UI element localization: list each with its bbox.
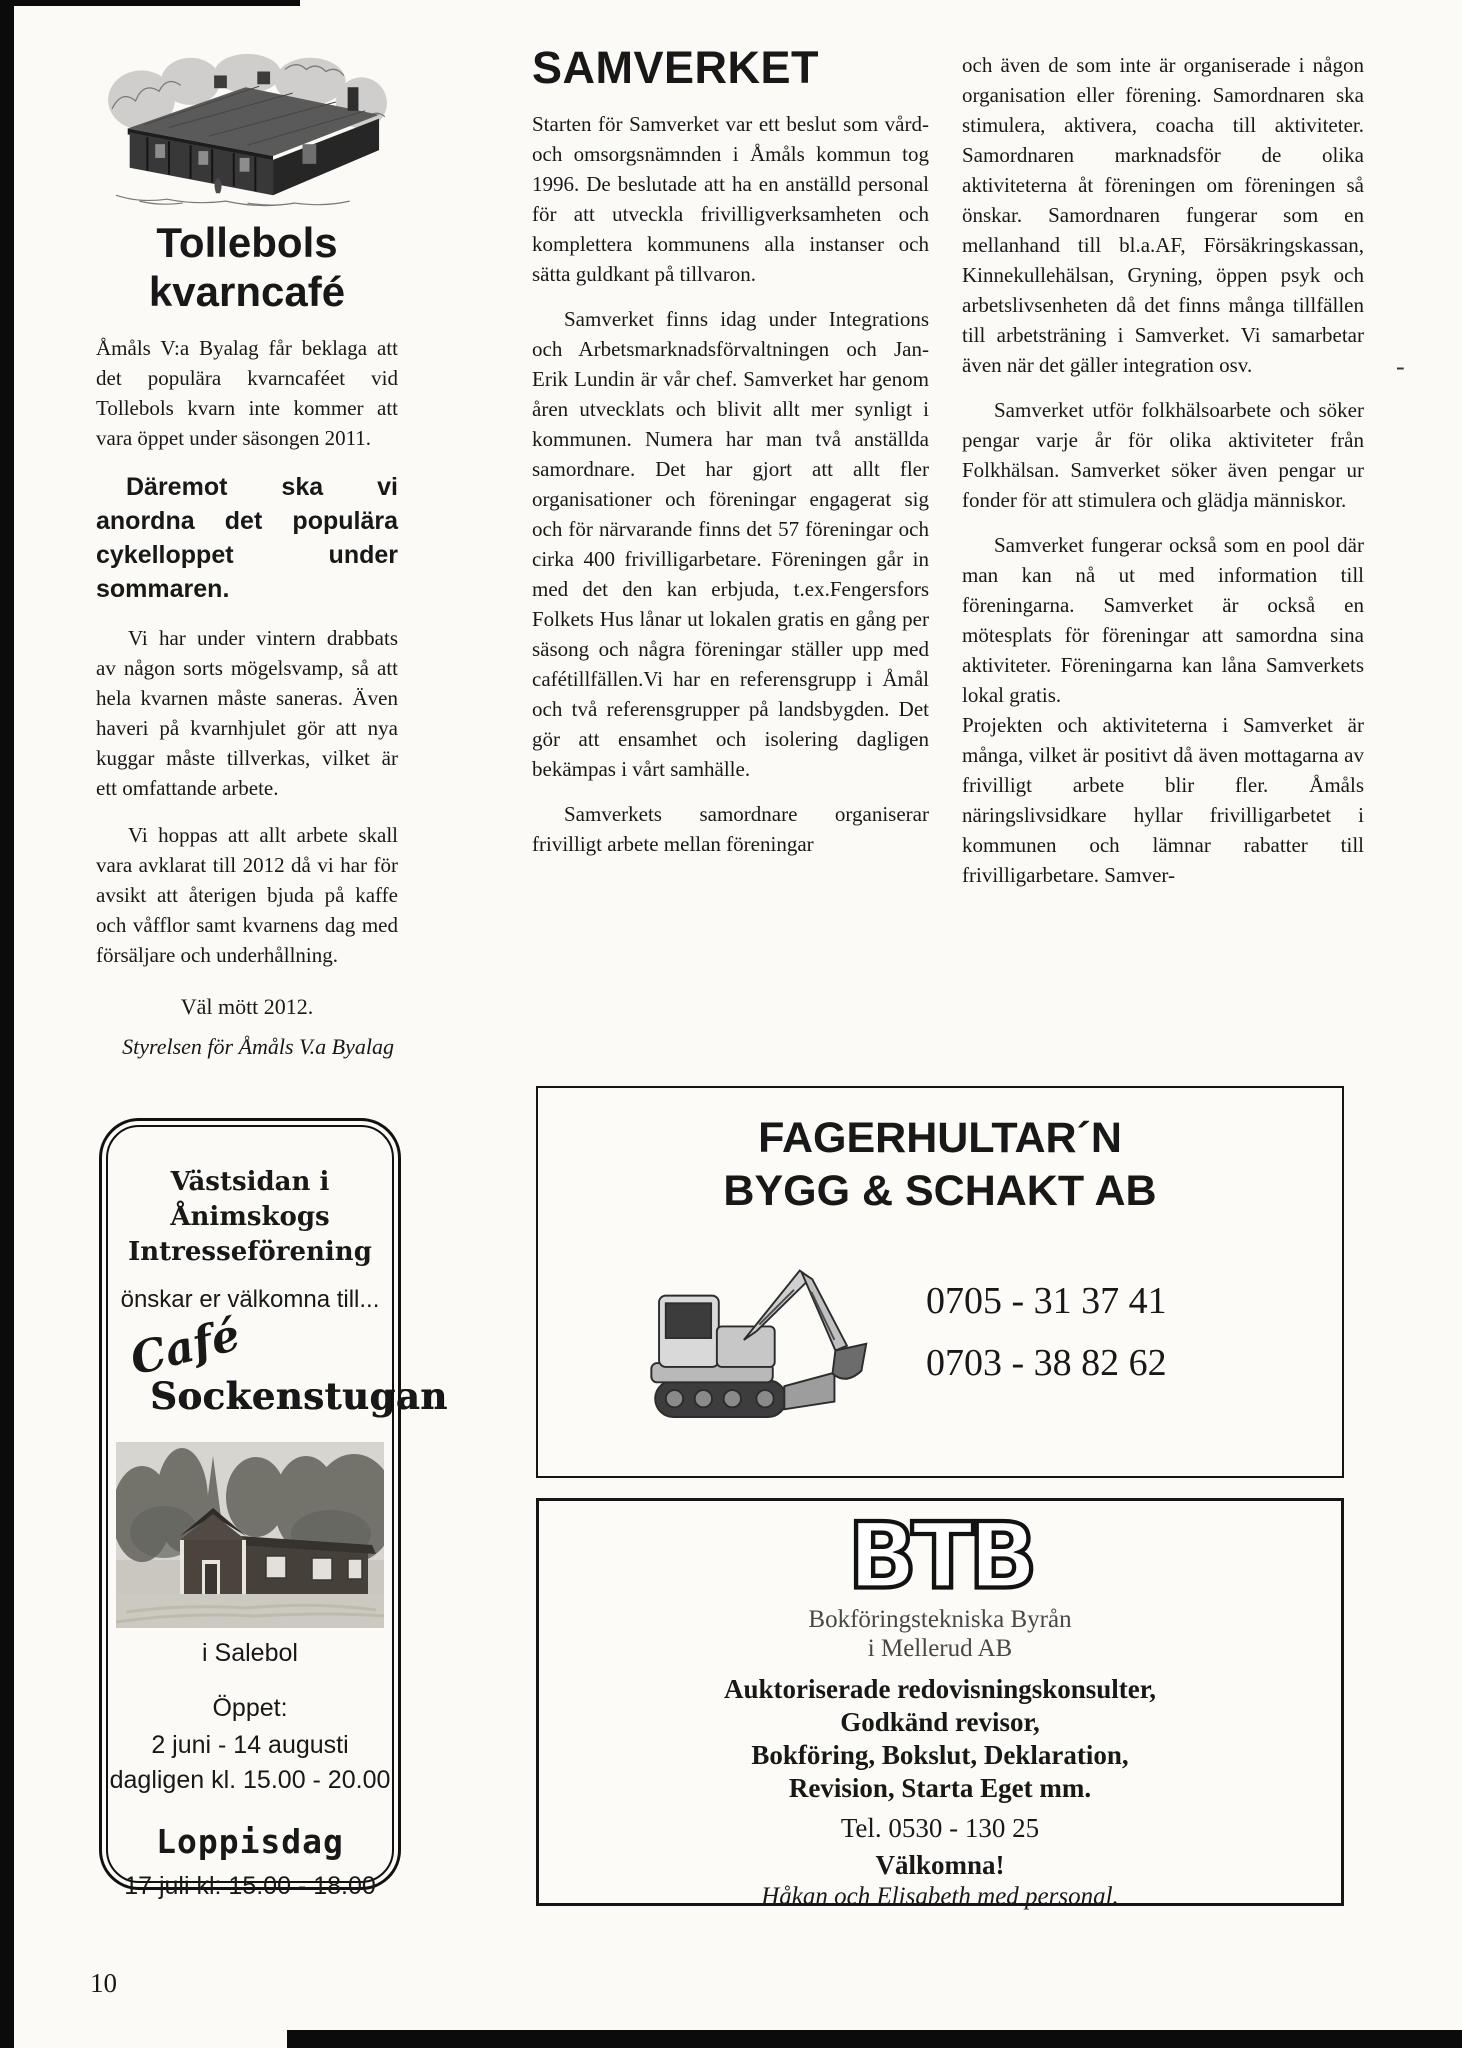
- samverket-para2: Samverket finns idag under Integrations och Arbetsmarknadsförvaltningen och Jan-Erik Lundin är vår chef. Samverket har genom åren utvecklats och blivit allt mer synligt i kommunen. Numera har man två anställda samordnare. Det har gjort att allt fler organisationer och föreningar engagerat sig och för närvarande finns det 57 föreningar och cirka 400 frivilligarbetare. Föreningen går in med det den kan erbjuda, t.ex.Fengersfors Folkets Hus lånar ut lokalen gratis en gång per säsong och några föreningar ställer upp med cafétillfällen.Vi har en referensgrupp i Åmål och två referensgrupper på landsbygden. Det gör att ensamhet och isolering dagligen bekämpas i vårt samhälle.: [532, 307, 929, 781]
- cafe-sockenstugan-logo: [108, 1309, 448, 1440]
- sockenstugan-event-title: Loppisdag: [156, 1822, 344, 1861]
- fagerhultarn-phones: [926, 1270, 1167, 1444]
- left-article-para3: Vi hoppas att allt arbete skall vara avklarat till 2012 då vi har för avsikt att återigen bjuda på kaffe och våfflor samt kvarnens dag med försäljare och underhållning.: [96, 823, 398, 967]
- sockenstugan-org-name: [108, 1165, 392, 1270]
- samverket-title: SAMVERKET: [532, 42, 820, 93]
- scan-margin-dash: -: [1396, 352, 1405, 381]
- left-article-para1: Åmåls V:a Byalag får beklaga att det populära kvarncaféet vid Tollebols kvarn inte kommer att vara öppet under säsongen 2011.: [96, 336, 398, 450]
- samverket-para3: Samverkets samordnare organiserar frivilligt arbete mellan föreningar: [532, 802, 929, 856]
- samverket-article-column-2: [962, 50, 1364, 890]
- fagerhultarn-subname: BYGG & SCHAKT AB: [723, 1167, 1157, 1215]
- scan-edge-bottom: [287, 2030, 1462, 2048]
- btb-service-3: Bokföring, Bokslut, Deklaration,: [751, 1740, 1129, 1770]
- sockenstugan-location: i Salebol: [202, 1639, 298, 1667]
- scan-edge-left: [0, 0, 14, 2048]
- left-article-para2: Vi har under vintern drabbats av någon sorts mögelsvamp, så att hela kvarnen måste saneras. Även haveri på kvarnhjulet gör att nya kuggar måste tillverkas, vilket är ett omfattande arbete.: [96, 626, 398, 800]
- fagerhultarn-ad: [536, 1086, 1344, 1478]
- sockenstugan-ad-inner-border: [106, 1125, 448, 1900]
- fagerhultarn-content-row: [538, 1232, 1342, 1444]
- left-article-signature: Styrelsen för Åmåls V.a Byalag: [122, 1034, 394, 1059]
- logo-word-sockenstugan: Sockenstugan: [150, 1374, 448, 1418]
- scan-edge-top: [0, 0, 300, 6]
- logo-word-cafe: Café: [125, 1309, 245, 1386]
- left-article-closing: Väl mött 2012.: [180, 994, 314, 1019]
- org-line-2: Intresseförening: [128, 1237, 372, 1267]
- title-line-1: Tollebols: [156, 219, 338, 266]
- fagerhultarn-name: FAGERHULTAR´N: [758, 1114, 1122, 1162]
- left-article-callout: Däremot ska vi anordna det populära cykelloppet under sommaren.: [96, 473, 398, 603]
- btb-phone: Tel. 0530 - 130 25: [840, 1813, 1040, 1843]
- btb-firm-location: i Mellerud AB: [867, 1635, 1013, 1662]
- article-title-tollebols: [96, 218, 398, 316]
- btb-firm-name: Bokföringstekniska Byrån: [808, 1606, 1072, 1633]
- btb-services: [539, 1673, 1341, 1805]
- samverket-para6: Samverket fungerar också som en pool där man kan nå ut med information till föreningarna. Samverket är också en mötesplats för föreningar att samordna sina aktiviteter. Föreningarna kan låna Samverkets lokal gratis.: [962, 533, 1364, 707]
- sockenstugan-ad: [99, 1118, 448, 1900]
- samverket-para5: Samverket utför folkhälsoarbete och söker pengar varje år för olika aktiviteter från Folkhälsan. Samverket söker även pengar ur fonder för att stimulera och glädja människor.: [962, 398, 1364, 512]
- samverket-article-column-1: [532, 42, 929, 859]
- btb-signature: Håkan och Elisabeth med personal.: [761, 1883, 1119, 1910]
- sockenstugan-open-hours: dagligen kl. 15.00 - 20.00: [109, 1766, 391, 1794]
- title-line-2: kvarncafé: [148, 268, 346, 315]
- sockenstugan-photo: [116, 1442, 384, 1628]
- samverket-para1: Starten för Samverket var ett beslut som vård- och omsorgsnämnden i Åmåls kommun tog 1996. De beslutade att ha en anställd personal för att utveckla frivilligverksamheten och komplettera kommunens alla instanser och sätta guldkant på tillvaron.: [532, 112, 929, 286]
- mill-sketch-image: [100, 46, 395, 208]
- samverket-para7: Projekten och aktiviteterna i Samverket är många, vilket är positivt då även mottagarna av frivilligt arbete blir fler. Åmåls näringslivsidkare hyllar frivilligarbetet i kommunen och lämnar rabatter till frivilligarbetare. Samver-: [962, 713, 1364, 887]
- btb-logo-text: BTB: [847, 1509, 1033, 1605]
- excavator-image: [590, 1232, 890, 1444]
- btb-service-4: Revision, Starta Eget mm.: [788, 1773, 1092, 1803]
- sockenstugan-open-dates: 2 juni - 14 augusti: [151, 1731, 349, 1759]
- samverket-para4: och även de som inte är organiserade i någon organisation eller förening. Samordnaren ska stimulera, aktivera, coacha till aktiviteter. Samordnaren marknadsför de olika aktiviteterna åt föreningen om föreningen så önskar. Samordnaren fungerar som en mellanhand till bl.a.AF, Försäkringskassan, Kinnekullehälsan, Gryning, öppen psyk och arbetslivsenheten då det finns många tillfällen till arbetsträning i Samverket. Vi samarbetar även när det gäller integration osv.: [962, 53, 1364, 377]
- btb-logo: [820, 1509, 1060, 1605]
- sockenstugan-open-label: Öppet:: [212, 1694, 288, 1722]
- page-number: 10: [90, 1968, 117, 1998]
- fagerhultarn-phone-2: 0703 - 38 82 62: [926, 1342, 1167, 1384]
- left-column: [96, 46, 398, 1060]
- btb-ad: [536, 1498, 1344, 1910]
- btb-service-1: Auktoriserade redovisningskonsulter,: [723, 1674, 1157, 1704]
- fagerhultarn-phone-1: 0705 - 31 37 41: [926, 1280, 1167, 1322]
- btb-service-2: Godkänd revisor,: [840, 1707, 1040, 1737]
- sockenstugan-welcome-text: önskar er välkomna till...: [120, 1286, 380, 1313]
- sockenstugan-event-time: 17 juli kl: 15.00 - 18.00: [124, 1872, 376, 1900]
- org-line-1: Västsidan i Ånimskogs: [170, 1167, 330, 1232]
- btb-welcome: Välkomna!: [875, 1850, 1005, 1880]
